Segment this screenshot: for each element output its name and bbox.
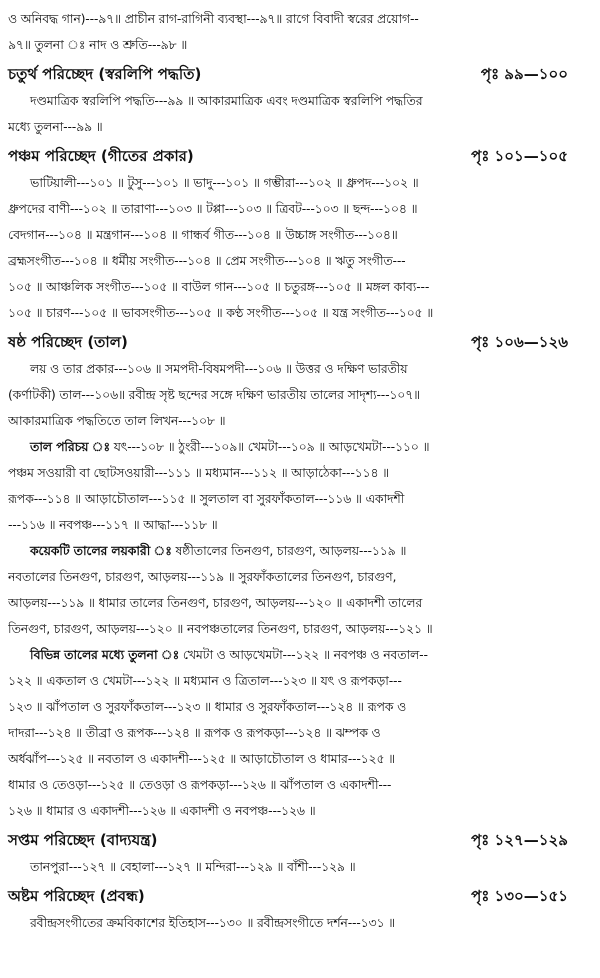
toc-line: ১২৩ ॥ ঝাঁপতাল ও সুরফাঁকতাল---১২৩ ॥ ধামার ও সুরফাঁকতাল---১২৪ ॥ রূপক ও [8, 699, 407, 714]
toc-line [8, 538, 592, 564]
chapter-pages: পৃঃ ১০১—১০৫ [471, 147, 568, 165]
toc-line: পঞ্চম সওয়ারী বা ছোটসওয়ারী---১১১ ॥ মধ্যমান---১১২ ॥ আড়াঠেকা---১১৪ ॥ [8, 465, 390, 480]
chapter-title: অষ্টম পরিচ্ছেদ (প্রবন্ধ) [8, 887, 145, 905]
toc-line: নবতালের তিনগুণ, চারগুণ, আড়লয়---১১৯ ॥ সুরফাঁকতালের তিনগুণ, চারগুণ, [8, 569, 397, 584]
toc-line: ---১১৬ ॥ নবপঞ্চ---১১৭ ॥ আদ্ধা---১১৮ ॥ [8, 517, 218, 532]
chapter-pages: পৃঃ ১০৬—১২৬ [471, 333, 568, 351]
toc-line: ও অনিবদ্ধ গান)---৯৭॥ প্রাচীন রাগ-রাগিনী ব্যবস্থা---৯৭॥ রাগে বিবাদী স্বরের প্রয়োগ-- [8, 11, 419, 26]
chapter-heading-7 [8, 826, 592, 854]
toc-line: তানপুরা---১২৭ ॥ বেহালা---১২৭ ॥ মন্দিরা---১২৯ ॥ বাঁশী---১২৯ ॥ [30, 859, 356, 874]
chapter-pages: পৃঃ ১৩০—১৫১ [471, 887, 568, 905]
chapter-title: চতুর্থ পরিচ্ছেদ (স্বরলিপি পদ্ধতি) [8, 65, 202, 83]
toc-line: ১২৬ ॥ ধামার ও একাদশী---১২৬ ॥ একাদশী ও নবপঞ্চ---১২৬ ॥ [8, 803, 316, 818]
toc-line: ১০৫ ॥ আঞ্চলিক সংগীত---১০৫ ॥ বাউল গান---১০৫ ॥ চতুরঙ্গ---১০৫ ॥ মঙ্গল কাব্য--- [8, 279, 430, 294]
toc-line: আড়লয়---১১৯ ॥ ধামার তালের তিনগুণ, চারগুণ, আড়লয়---১২০ ॥ একাদশী তালের [8, 595, 423, 610]
toc-line: অর্ধঝাঁপ---১২৫ ॥ নবতাল ও একাদশী---১২৫ ॥ আড়াচৌতাল ও ধামার---১২৫ ॥ [8, 751, 396, 766]
chapter-heading-4 [8, 60, 592, 88]
chapter-title: ষষ্ঠ পরিচ্ছেদ (তাল) [8, 333, 128, 351]
toc-line: (কর্ণাটকী) তাল---১০৬॥ রবীন্দ্র সৃষ্ট ছন্দের সঙ্গে দক্ষিণ ভারতীয় তালের সাদৃশ্য---১০৭॥ [8, 387, 421, 402]
toc-line: ব্রহ্মসংগীত---১০৪ ॥ ধর্মীয় সংগীত---১০৪ ॥ প্রেম সংগীত---১০৪ ॥ ঋতু সংগীত--- [8, 253, 406, 268]
toc-line: ১২২ ॥ একতাল ও খেমটা---১২২ ॥ মধ্যমান ও ত্রিতাল---১২৩ ॥ যৎ ও রূপকড়া--- [8, 673, 402, 688]
toc-line: দাদরা---১২৪ ॥ তীব্রা ও রূপক---১২৪ ॥ রূপক ও রূপকড়া---১২৪ ॥ ঝম্পক ও [8, 725, 381, 740]
toc-line [8, 434, 592, 460]
chapter-title: পঞ্চম পরিচ্ছেদ (গীতের প্রকার) [8, 147, 194, 165]
subsection-label: বিভিন্ন তালের মধ্যে তুলনা ঃ [30, 647, 180, 662]
subsection-text: যৎ---১০৮ ॥ ঠুংরী---১০৯॥ খেমটা---১০৯ ॥ আড়খেমটা---১১০ ॥ [109, 439, 430, 454]
chapter-heading-5 [8, 142, 592, 170]
toc-line: ৯৭॥ তুলনা ঃ নাদ ও শ্রুতি---৯৮ ॥ [8, 37, 188, 52]
chapter-heading-8 [8, 882, 592, 910]
toc-line: রূপক---১১৪ ॥ আড়াচৌতাল---১১৫ ॥ সুলতাল বা সুরফাঁকতাল---১১৬ ॥ একাদশী [8, 491, 405, 506]
subsection-label: কয়েকটি তালের লয়কারী ঃ [30, 543, 172, 558]
toc-line: দণ্ডমাত্রিক স্বরলিপি পদ্ধতি---৯৯ ॥ আকারমাত্রিক এবং দণ্ডমাত্রিক স্বরলিপি পদ্ধতির [30, 93, 423, 108]
subsection-label: তাল পরিচয় ঃ [30, 439, 110, 454]
toc-line: আকারমাত্রিক পদ্ধতিতে তাল লিখন---১০৮ ॥ [8, 413, 226, 428]
subsection-text: খেমটা ও আড়খেমটা---১২২ ॥ নবপঞ্চ ও নবতাল-- [179, 647, 428, 662]
toc-line: বেদগান---১০৪ ॥ মন্ত্রগান---১০৪ ॥ গান্ধর্ব গীত---১০৪ ॥ উচ্চাঙ্গ সংগীত---১০৪॥ [8, 227, 398, 242]
toc-line: লয় ও তার প্রকার---১০৬ ॥ সমপদী-বিষমপদী---১০৬ ॥ উত্তর ও দক্ষিণ ভারতীয় [30, 361, 408, 376]
subsection-text: ষষ্ঠীতালের তিনগুণ, চারগুণ, আড়লয়---১১৯ ॥ [171, 543, 407, 558]
chapter-heading-6 [8, 328, 592, 356]
toc-line [8, 642, 592, 668]
toc-line: রবীন্দ্রসংগীতের ক্রমবিকাশের ইতিহাস---১৩০ ॥ রবীন্দ্রসংগীতে দর্শন---১৩১ ॥ [30, 915, 396, 930]
toc-line: ধ্রুপদের বাণী---১০২ ॥ তারাণা---১০৩ ॥ টপ্পা---১০৩ ॥ ত্রিবট---১০৩ ॥ ছন্দ---১০৪ ॥ [8, 201, 418, 216]
toc-line: মধ্যে তুলনা---৯৯ ॥ [8, 119, 103, 134]
toc-line: ভাটিয়ালী---১০১ ॥ টুসু---১০১ ॥ ভাদু---১০১ ॥ গম্ভীরা---১০২ ॥ ধ্রুপদ---১০২ ॥ [30, 175, 419, 190]
chapter-pages: পৃঃ ১২৭—১২৯ [471, 831, 568, 849]
toc-line: ১০৫ ॥ চারণ---১০৫ ॥ ভাবসংগীত---১০৫ ॥ কণ্ঠ সংগীত---১০৫ ॥ যন্ত্র সংগীত---১০৫ ॥ [8, 305, 434, 320]
toc-line: ধামার ও তেওড়া---১২৫ ॥ তেওড়া ও রূপকড়া---১২৬ ॥ ঝাঁপতাল ও একাদশী--- [8, 777, 392, 792]
chapter-pages: পৃঃ ৯৯—১০০ [480, 65, 568, 83]
toc-line: তিনগুণ, চারগুণ, আড়লয়---১২০ ॥ নবপঞ্চতালের তিনগুণ, চারগুণ, আড়লয়---১২১ ॥ [8, 621, 433, 636]
chapter-title: সপ্তম পরিচ্ছেদ (বাদ্যযন্ত্র) [8, 831, 158, 849]
